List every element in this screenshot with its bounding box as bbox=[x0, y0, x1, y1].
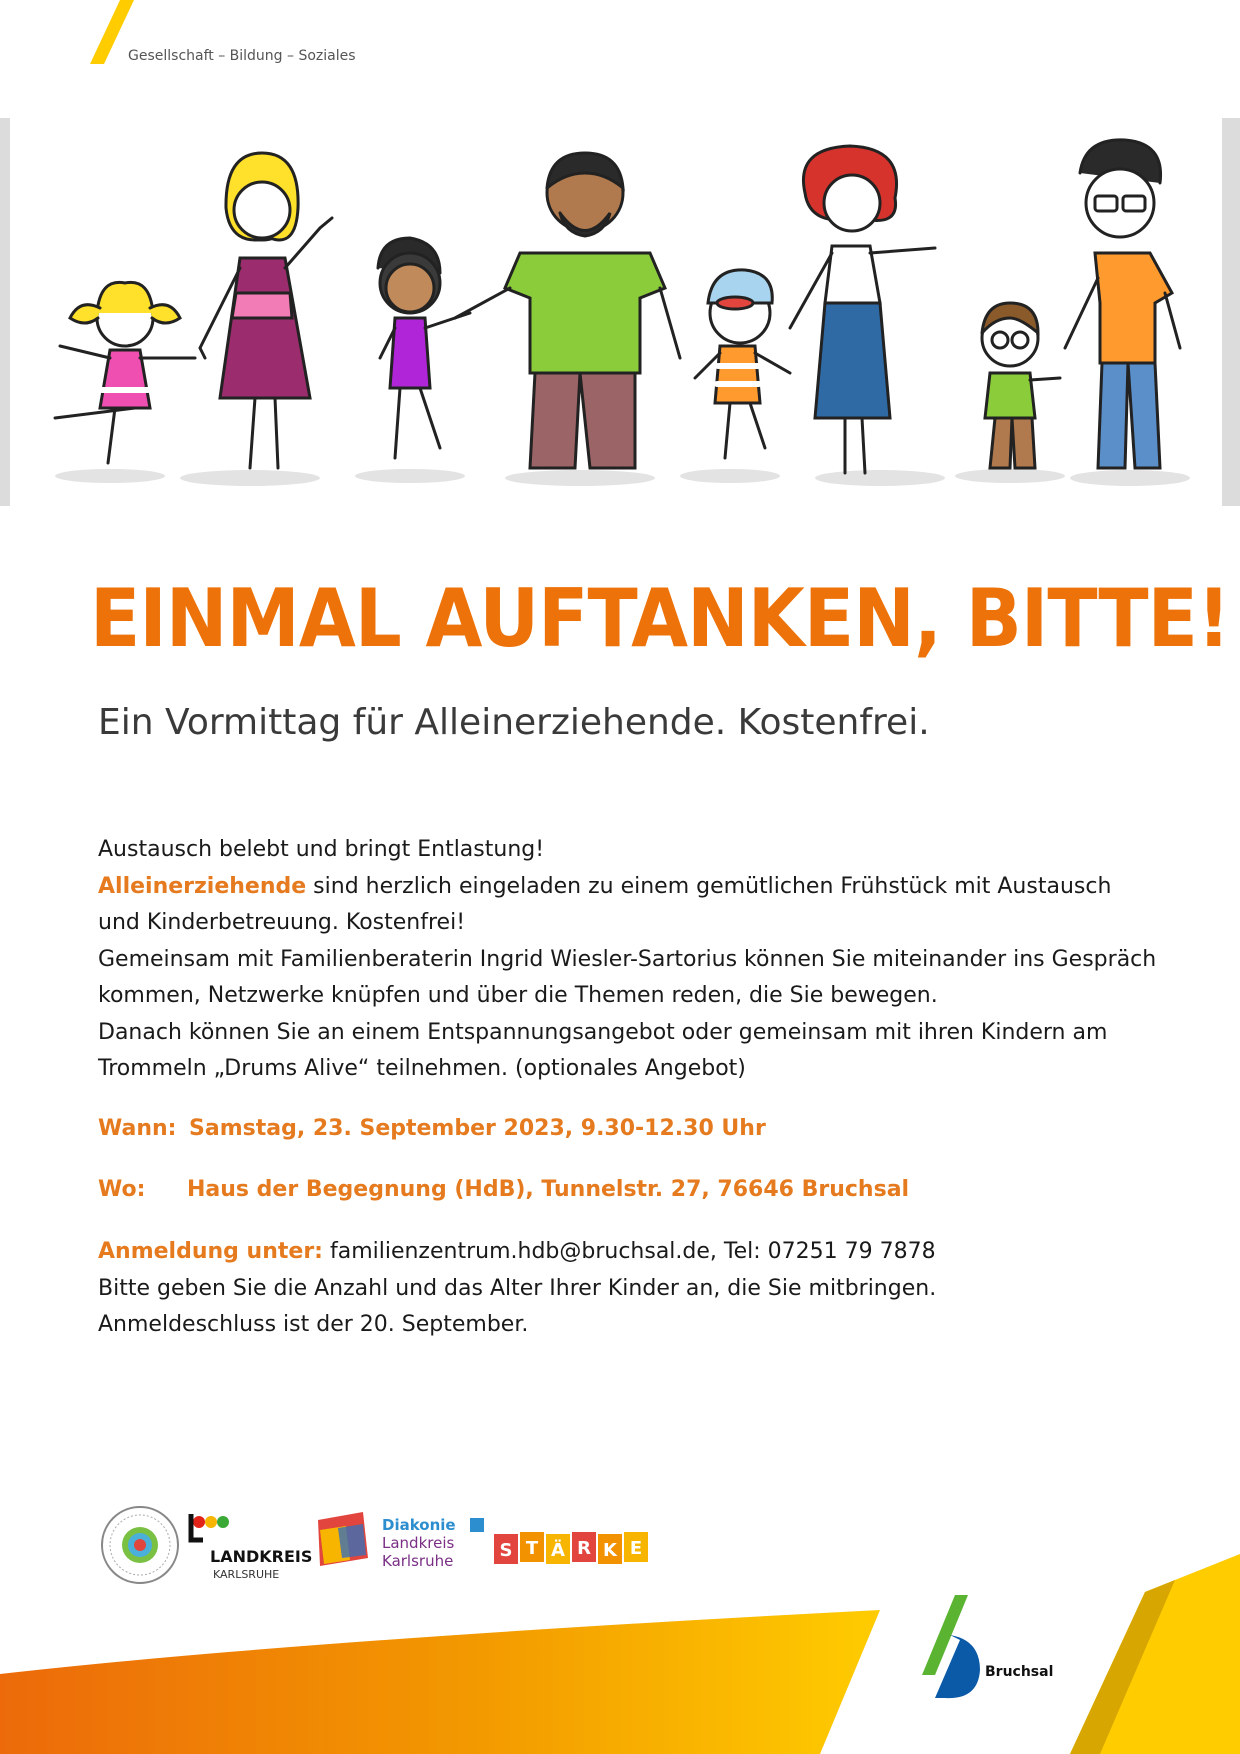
diakonie-logo-text: Diakonie bbox=[382, 1516, 456, 1534]
registration-contact[interactable]: familienzentrum.hdb@bruchsal.de, Tel: 07251 79 7878 bbox=[322, 1239, 936, 1264]
staerke-letter-3: Ä bbox=[551, 1540, 565, 1561]
when-label: Wann: bbox=[98, 1116, 177, 1141]
registration-line bbox=[98, 1234, 1158, 1271]
main-headline: EINMAL AUFTANKEN, BITTE! bbox=[90, 572, 1230, 665]
footer-decoration bbox=[0, 1540, 1240, 1754]
diakonie-logo-line-3: Karlsruhe bbox=[382, 1552, 454, 1570]
bruchsal-logo-text: Bruchsal bbox=[985, 1664, 1054, 1680]
body-line-2: sind herzlich eingeladen zu einem gemütlichen Frühstück mit Austausch und Kinderbetreuung. Kostenfrei! bbox=[98, 873, 1112, 935]
header-category: Gesellschaft – Bildung – Soziales bbox=[128, 48, 356, 64]
highlight-word: Alleinerziehende bbox=[98, 873, 307, 899]
where-label: Wo: bbox=[98, 1177, 146, 1202]
body-line-3: Gemeinsam mit Familienberaterin Ingrid Wiesler-Sartorius können Sie miteinander ins Gespräch kommen, Netzwerke knüpfen und über die Themen reden, die Sie bewegen. bbox=[98, 946, 1157, 1008]
staerke-letter-5: K bbox=[603, 1540, 617, 1561]
diakonie-logo-line-2: Landkreis bbox=[382, 1534, 455, 1552]
staerke-letter-4: R bbox=[577, 1538, 591, 1559]
footer-orange-band bbox=[0, 1610, 880, 1754]
staerke-letter-6: E bbox=[629, 1538, 643, 1559]
body-text bbox=[98, 832, 1158, 1088]
sub-headline: Ein Vormittag für Alleinerziehende. Kostenfrei. bbox=[98, 702, 930, 743]
staerke-letter-2: T bbox=[525, 1538, 539, 1559]
registration-note-2: Anmeldeschluss ist der 20. September. bbox=[98, 1312, 529, 1337]
registration-note-1: Bitte geben Sie die Anzahl und das Alter Ihrer Kinder an, die Sie mitbringen. bbox=[98, 1275, 937, 1301]
diakonie-cross-icon bbox=[470, 1518, 484, 1532]
staerke-letter-1: S bbox=[499, 1540, 513, 1561]
body-paragraph-invite bbox=[98, 869, 1158, 942]
body-line-4: Danach können Sie an einem Entspannungsangebot oder gemeinsam mit ihren Kindern am Trommeln „Drums Alive“ teilnehmen. (optionales Angebot) bbox=[98, 1019, 1108, 1081]
landkreis-logo-text: LANDKREIS bbox=[210, 1547, 313, 1566]
body-line-1: Austausch belebt und bringt Entlastung! bbox=[98, 837, 545, 862]
where-value: Haus der Begegnung (HdB), Tunnelstr. 27, 76646 Bruchsal bbox=[187, 1177, 910, 1202]
when-value: Samstag, 23. September 2023, 9.30-12.30 Uhr bbox=[189, 1116, 766, 1141]
landkreis-karlsruhe-logo bbox=[191, 1514, 229, 1540]
registration-block bbox=[98, 1234, 1158, 1344]
bruchsal-logo bbox=[922, 1595, 980, 1698]
registration-label: Anmeldung unter: bbox=[98, 1239, 323, 1264]
when-line bbox=[98, 1116, 766, 1141]
landkreis-logo-subtext: KARLSRUHE bbox=[213, 1568, 280, 1581]
family-illustration bbox=[0, 118, 1240, 506]
where-line bbox=[98, 1177, 909, 1202]
